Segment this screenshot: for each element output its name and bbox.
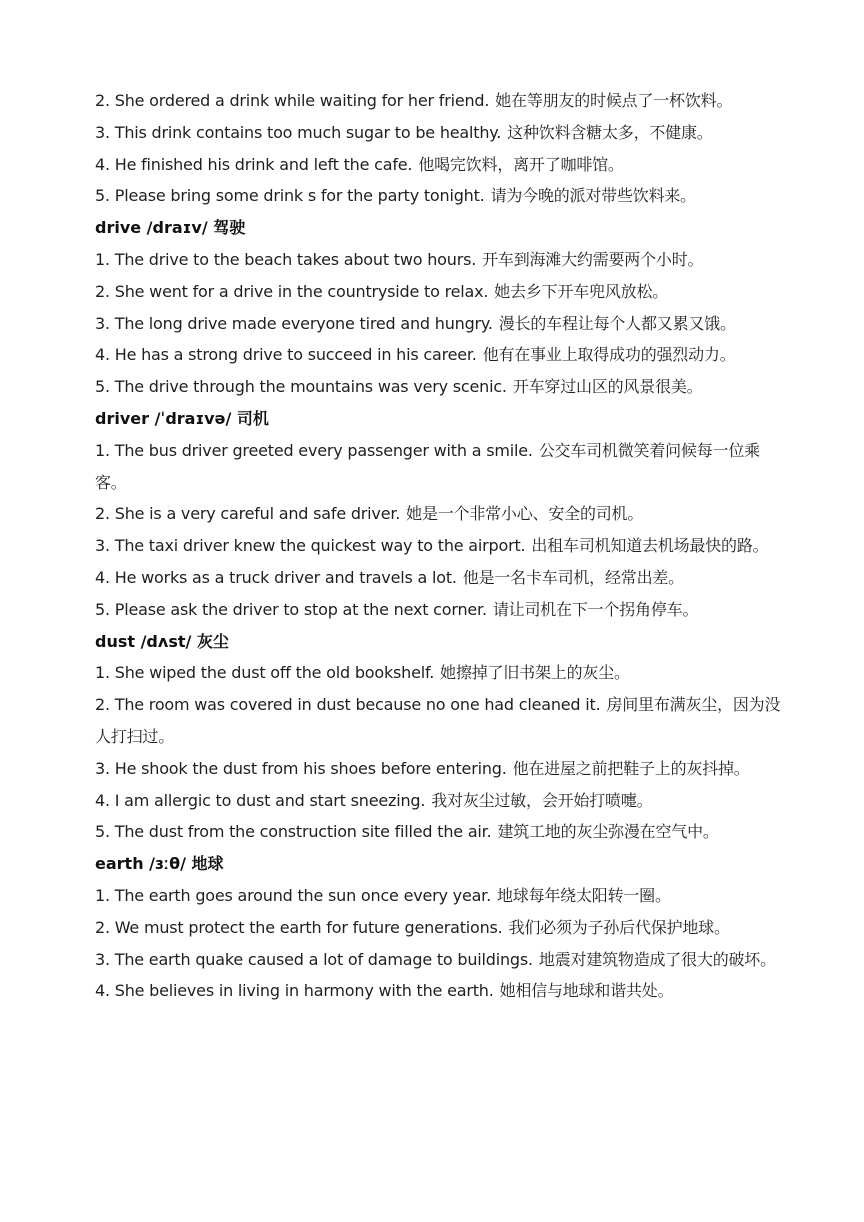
sentence-english: 5. Please ask the driver to stop at the next corner. bbox=[95, 599, 487, 619]
entry-headword: driver /ˈdraɪvə/ 司机 bbox=[95, 408, 269, 428]
example-sentence bbox=[95, 975, 785, 1007]
sentence-chinese: 地球每年绕太阳转一圈。 bbox=[496, 885, 671, 905]
sentence-english: 1. The earth goes around the sun once every year. bbox=[95, 885, 491, 905]
entry-driver bbox=[95, 403, 785, 626]
sentence-english: 2. She ordered a drink while waiting for her friend. bbox=[95, 91, 490, 110]
sentence-chinese: 她在等朋友的时候点了一杯饮料。 bbox=[495, 91, 733, 110]
sentence-chinese: 开车穿过山区的风景很美。 bbox=[512, 377, 703, 397]
example-sentence bbox=[95, 244, 785, 276]
example-sentence bbox=[95, 944, 785, 976]
example-sentence bbox=[95, 149, 785, 181]
example-sentence bbox=[95, 85, 785, 117]
entry-drive bbox=[95, 212, 785, 403]
sentence-english: 3. The long drive made everyone tired and hungry. bbox=[95, 313, 493, 333]
sentence-chinese: 房间里布满灰尘，因为没人打扫过。 bbox=[95, 695, 781, 746]
sentence-english: 4. He works as a truck driver and travels a lot. bbox=[95, 567, 457, 587]
sentence-chinese: 请为今晚的派对带些饮料来。 bbox=[490, 186, 696, 206]
example-sentence bbox=[95, 689, 785, 753]
entry-headword: dust /dʌst/ 灰尘 bbox=[95, 631, 229, 651]
sentence-chinese: 出租车司机知道去机场最快的路。 bbox=[531, 536, 769, 556]
sentence-english: 2. She is a very careful and safe driver. bbox=[95, 504, 401, 524]
entry-headword: earth /ɜːθ/ 地球 bbox=[95, 854, 224, 874]
sentence-english: 5. The dust from the construction site filled the air. bbox=[95, 822, 492, 842]
example-sentence bbox=[95, 912, 785, 944]
example-sentence bbox=[95, 498, 785, 530]
sentence-chinese: 我们必须为子孙后代保护地球。 bbox=[508, 917, 730, 937]
example-sentence bbox=[95, 308, 785, 340]
example-sentence bbox=[95, 785, 785, 817]
sentence-english: 1. The drive to the beach takes about two hours. bbox=[95, 249, 477, 269]
example-sentence bbox=[95, 339, 785, 371]
sentence-chinese: 公交车司机微笑着问候每一位乘客。 bbox=[95, 440, 760, 492]
sentence-english: 3. The taxi driver knew the quickest way to the airport. bbox=[95, 536, 526, 556]
sentence-english: 2. We must protect the earth for future generations. bbox=[95, 917, 503, 937]
example-sentence bbox=[95, 880, 785, 912]
entry-dust bbox=[95, 626, 785, 849]
sentence-english: 1. The bus driver greeted every passenger with a smile. bbox=[95, 440, 533, 460]
entry-headword: drive /draɪv/ 驾驶 bbox=[95, 218, 246, 238]
sentence-chinese: 她去乡下开车兜风放松。 bbox=[494, 281, 669, 301]
sentence-chinese: 这种饮料含糖太多，不健康。 bbox=[507, 122, 713, 142]
sentence-chinese: 开车到海滩大约需要两个小时。 bbox=[482, 249, 704, 269]
sentence-chinese: 漫长的车程让每个人都又累又饿。 bbox=[498, 313, 736, 333]
sentence-english: 3. The earth quake caused a lot of damage to buildings. bbox=[95, 949, 533, 969]
sentence-english: 4. She believes in living in harmony with the earth. bbox=[95, 981, 494, 1001]
example-sentence bbox=[95, 753, 785, 785]
entry-earth bbox=[95, 848, 785, 1007]
example-sentence bbox=[95, 816, 785, 848]
example-sentence bbox=[95, 180, 785, 212]
sentence-english: 2. The room was covered in dust because no one had cleaned it. bbox=[95, 695, 601, 715]
sentence-chinese: 她擦掉了旧书架上的灰尘。 bbox=[440, 663, 630, 683]
vocabulary-page bbox=[95, 85, 785, 1007]
sentence-english: 4. He finished his drink and left the cafe. bbox=[95, 154, 413, 174]
sentence-english: 3. He shook the dust from his shoes before entering. bbox=[95, 758, 507, 778]
sentence-chinese: 他有在事业上取得成功的强烈动力。 bbox=[482, 345, 736, 365]
example-sentence bbox=[95, 371, 785, 403]
sentence-english: 2. She went for a drive in the countryside to relax. bbox=[95, 281, 489, 301]
example-sentence bbox=[95, 594, 785, 626]
sentence-chinese: 我对灰尘过敏，会开始打喷嚏。 bbox=[431, 790, 653, 810]
sentence-english: 5. The drive through the mountains was very scenic. bbox=[95, 377, 507, 397]
example-sentence bbox=[95, 276, 785, 308]
sentence-chinese: 他喝完饮料，离开了咖啡馆。 bbox=[418, 154, 624, 174]
example-sentence bbox=[95, 435, 785, 499]
sentence-chinese: 她是一个非常小心、安全的司机。 bbox=[406, 504, 644, 524]
sentence-english: 4. I am allergic to dust and start sneezing. bbox=[95, 790, 426, 810]
sentence-english: 3. This drink contains too much sugar to be healthy. bbox=[95, 122, 502, 142]
sentence-english: 1. She wiped the dust off the old bookshelf. bbox=[95, 663, 435, 683]
sentence-chinese: 建筑工地的灰尘弥漫在空气中。 bbox=[497, 822, 719, 842]
sentence-chinese: 请让司机在下一个拐角停车。 bbox=[492, 599, 699, 619]
sentence-chinese: 他是一名卡车司机，经常出差。 bbox=[462, 567, 684, 587]
example-sentence bbox=[95, 117, 785, 149]
entry-drink-continued bbox=[95, 85, 785, 212]
example-sentence bbox=[95, 562, 785, 594]
sentence-chinese: 地震对建筑物造成了很大的破坏。 bbox=[538, 949, 776, 969]
sentence-chinese: 她相信与地球和谐共处。 bbox=[499, 981, 674, 1001]
sentence-english: 4. He has a strong drive to succeed in his career. bbox=[95, 345, 477, 365]
sentence-english: 5. Please bring some drink s for the party tonight. bbox=[95, 186, 485, 206]
sentence-chinese: 他在进屋之前把鞋子上的灰抖掉。 bbox=[512, 758, 750, 778]
example-sentence bbox=[95, 530, 785, 562]
example-sentence bbox=[95, 657, 785, 689]
